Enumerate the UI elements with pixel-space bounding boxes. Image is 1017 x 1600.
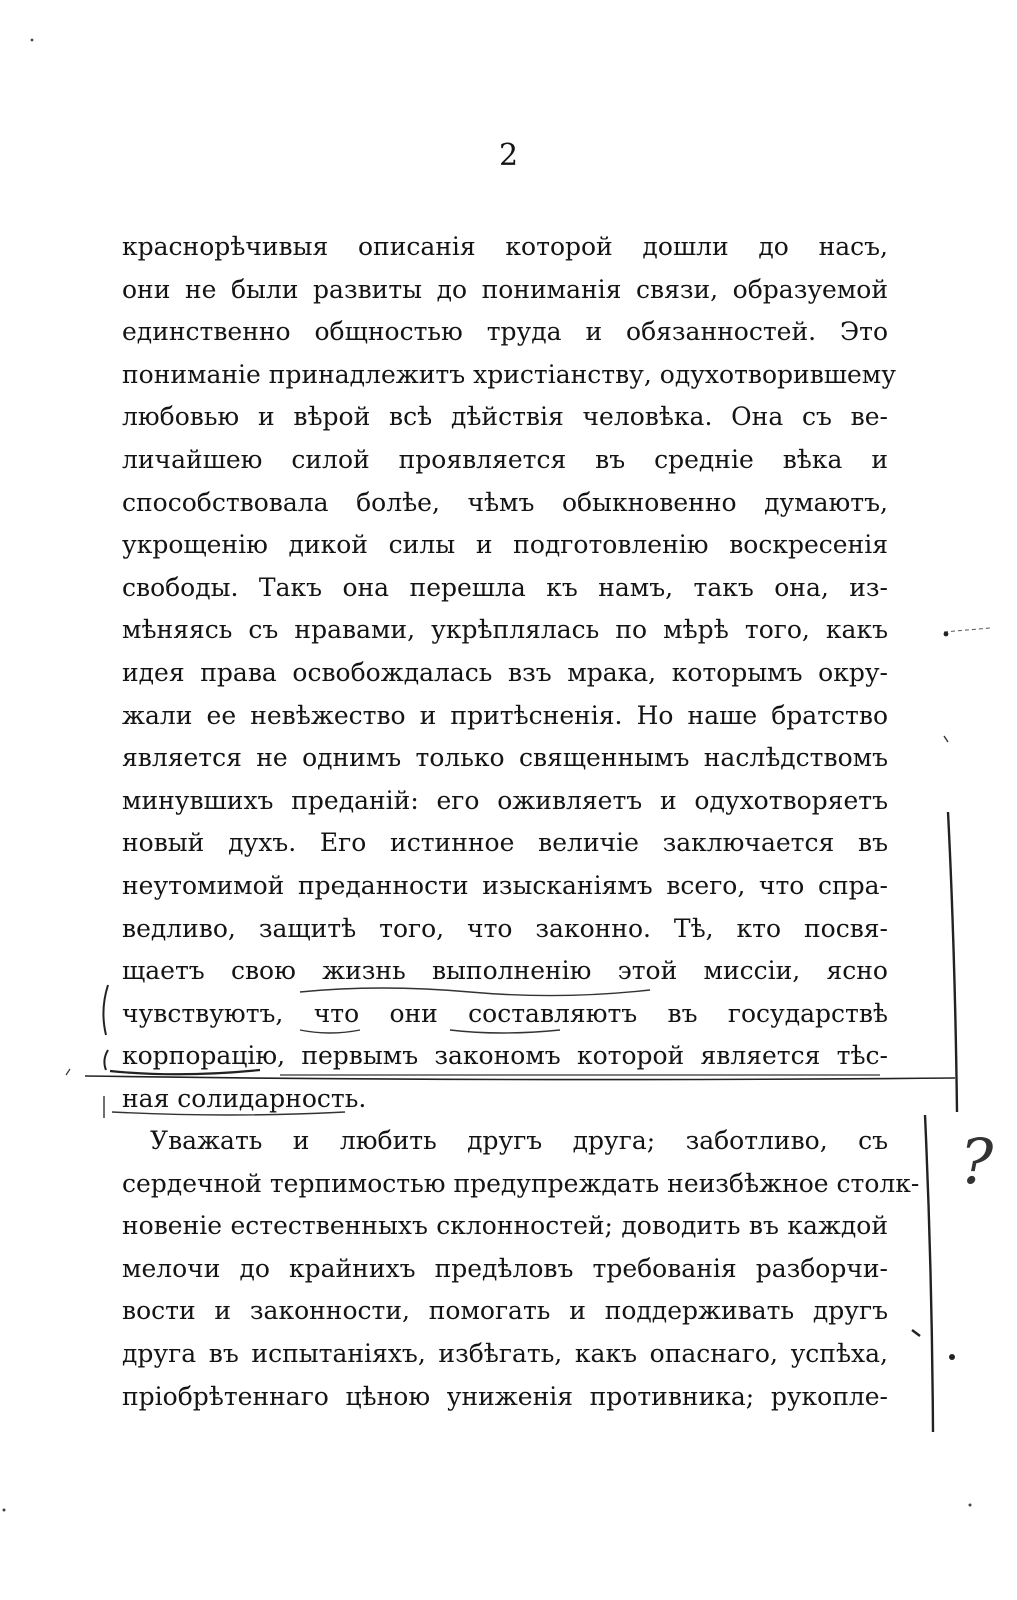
text-line: личайшею силой проявляется въ средніе вѣка и <box>122 444 888 474</box>
text-line: укрощенію дикой силы и подготовленію воскресенія <box>122 530 888 560</box>
text-line: минувшихъ преданій: его оживляетъ и одухотворяетъ <box>122 785 888 815</box>
text-line: новый духъ. Его истинное величіе заключается въ <box>122 828 888 858</box>
text-line: неутомимой преданности изысканіямъ всего, что спра- <box>122 870 888 900</box>
text-line: они не были развиты до пониманія связи, образуемой <box>122 274 888 304</box>
text-line: жали ее невѣжество и притѣсненія. Но наше братство <box>122 700 888 730</box>
text-line: мелочи до крайнихъ предѣловъ требованія разборчи- <box>122 1253 888 1283</box>
text-line: мѣняясь съ нравами, укрѣплялась по мѣрѣ того, какъ <box>122 615 888 645</box>
text-line: краснорѣчивыя описанія которой дошли до насъ, <box>122 232 888 261</box>
page-number: 2 <box>498 138 519 173</box>
text-line: друга въ испытаніяхъ, избѣгать, какъ опаснаго, успѣха, <box>122 1338 888 1368</box>
margin-question-mark: ? <box>960 1125 994 1198</box>
text-line: корпорацію, первымъ закономъ которой является тѣс- <box>122 1041 888 1071</box>
text-line: является не однимъ только священнымъ наслѣдствомъ <box>122 743 888 773</box>
text-line: ведливо, защитѣ того, что законно. Тѣ, кто посвя- <box>122 913 888 943</box>
text-line: сердечной терпимостью предупреждать неизбѣжное столк- <box>122 1168 920 1198</box>
text-line: свободы. Такъ она перешла къ намъ, такъ она, из- <box>122 572 888 602</box>
text-line: вости и законности, помогать и поддерживать другъ <box>122 1296 888 1326</box>
text-line: пониманіе принадлежитъ христіанству, одухотворившему <box>122 359 896 389</box>
text-line: пріобрѣтеннаго цѣною униженія противника; рукопле- <box>122 1381 888 1411</box>
text-line: идея права освобождалась взъ мрака, которымъ окру- <box>122 657 888 687</box>
text-line: единственно общностью труда и обязанностей. Это <box>122 317 888 347</box>
text-line: любовью и вѣрой всѣ дѣйствія человѣка. Она съ ве- <box>122 402 888 432</box>
text-line: способствовала болѣе, чѣмъ обыкновенно думаютъ, <box>122 487 888 517</box>
text-line: щаетъ свою жизнь выполненію этой миссіи, ясно <box>122 956 888 986</box>
text-line: Уважать и любить другъ друга; заботливо, съ <box>150 1126 888 1155</box>
text-line: чувствуютъ, что они составляютъ въ государствѣ <box>122 998 888 1028</box>
text-line: новеніе естественныхъ склонностей; доводить въ каждой <box>122 1211 888 1241</box>
text-line: ная солидарность. <box>122 1083 367 1113</box>
